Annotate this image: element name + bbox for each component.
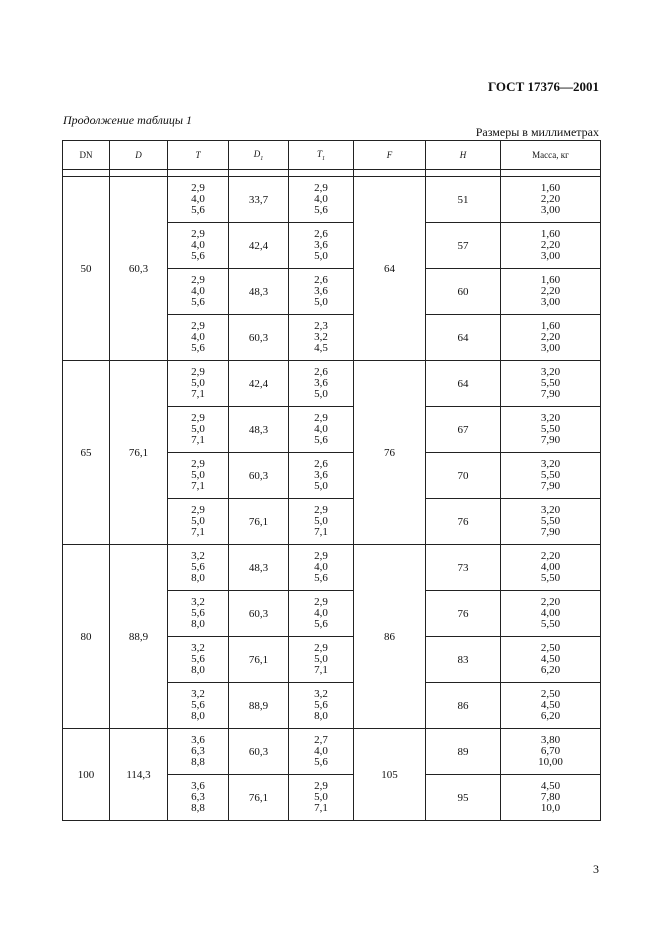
- d1-cell: 88,9: [229, 683, 289, 729]
- column-header: T: [168, 141, 229, 170]
- mass-cell: 2,20 4,00 5,50: [501, 591, 601, 637]
- h-cell: 64: [426, 361, 501, 407]
- t-cell: 2,9 5,0 7,1: [168, 361, 229, 407]
- t1-cell: 2,7 4,0 5,6: [289, 729, 354, 775]
- column-header: Масса, кг: [501, 141, 601, 170]
- h-cell: 51: [426, 177, 501, 223]
- column-header: D: [110, 141, 168, 170]
- mass-cell: 3,20 5,50 7,90: [501, 499, 601, 545]
- t-cell: 2,9 4,0 5,6: [168, 177, 229, 223]
- f-cell: 105: [354, 729, 426, 821]
- mass-cell: 1,60 2,20 3,00: [501, 177, 601, 223]
- t-cell: 2,9 4,0 5,6: [168, 223, 229, 269]
- d-cell: 114,3: [110, 729, 168, 821]
- h-cell: 57: [426, 223, 501, 269]
- mass-cell: 4,50 7,80 10,0: [501, 775, 601, 821]
- d1-cell: 60,3: [229, 453, 289, 499]
- d-cell: 88,9: [110, 545, 168, 729]
- table-row: [63, 545, 601, 591]
- spacer-row: [63, 170, 601, 177]
- h-cell: 76: [426, 591, 501, 637]
- f-cell: 76: [354, 361, 426, 545]
- d1-cell: 76,1: [229, 775, 289, 821]
- h-cell: 70: [426, 453, 501, 499]
- d-cell: 76,1: [110, 361, 168, 545]
- t-cell: 3,6 6,3 8,8: [168, 775, 229, 821]
- mass-cell: 2,20 4,00 5,50: [501, 545, 601, 591]
- t-cell: 2,9 5,0 7,1: [168, 453, 229, 499]
- h-cell: 86: [426, 683, 501, 729]
- t1-cell: 2,6 3,6 5,0: [289, 223, 354, 269]
- h-cell: 95: [426, 775, 501, 821]
- column-header: F: [354, 141, 426, 170]
- page-number: 3: [593, 862, 599, 876]
- f-cell: 86: [354, 545, 426, 729]
- mass-cell: 2,50 4,50 6,20: [501, 637, 601, 683]
- d1-cell: 42,4: [229, 223, 289, 269]
- t-cell: 3,2 5,6 8,0: [168, 591, 229, 637]
- h-cell: 73: [426, 545, 501, 591]
- t-cell: 2,9 5,0 7,1: [168, 407, 229, 453]
- column-header: H: [426, 141, 501, 170]
- h-cell: 76: [426, 499, 501, 545]
- standard-code: ГОСТ 17376—2001: [487, 79, 599, 94]
- d1-cell: 33,7: [229, 177, 289, 223]
- t1-cell: 2,9 5,0 7,1: [289, 499, 354, 545]
- mass-cell: 3,80 6,70 10,00: [501, 729, 601, 775]
- t1-cell: 2,6 3,6 5,0: [289, 361, 354, 407]
- h-cell: 64: [426, 315, 501, 361]
- t1-cell: 2,9 5,0 7,1: [289, 637, 354, 683]
- t-cell: 2,9 4,0 5,6: [168, 315, 229, 361]
- t1-cell: 2,9 4,0 5,6: [289, 407, 354, 453]
- dn-cell: 50: [63, 177, 110, 361]
- table-row: [63, 729, 601, 775]
- h-cell: 89: [426, 729, 501, 775]
- t1-cell: 3,2 5,6 8,0: [289, 683, 354, 729]
- t1-cell: 2,9 4,0 5,6: [289, 177, 354, 223]
- t-cell: 3,2 5,6 8,0: [168, 545, 229, 591]
- t-cell: 3,2 5,6 8,0: [168, 683, 229, 729]
- d1-cell: 60,3: [229, 591, 289, 637]
- d1-cell: 76,1: [229, 637, 289, 683]
- column-header: $D_1$: [229, 141, 289, 170]
- table-continuation-label: Продолжение таблицы 1: [63, 113, 193, 127]
- h-cell: 83: [426, 637, 501, 683]
- d1-cell: 60,3: [229, 315, 289, 361]
- d1-cell: 48,3: [229, 269, 289, 315]
- d-cell: 60,3: [110, 177, 168, 361]
- h-cell: 67: [426, 407, 501, 453]
- table-row: [63, 361, 601, 407]
- t-cell: 3,6 6,3 8,8: [168, 729, 229, 775]
- mass-cell: 1,60 2,20 3,00: [501, 269, 601, 315]
- t1-cell: 2,6 3,6 5,0: [289, 269, 354, 315]
- mass-cell: 3,20 5,50 7,90: [501, 453, 601, 499]
- mass-cell: 2,50 4,50 6,20: [501, 683, 601, 729]
- d1-cell: 60,3: [229, 729, 289, 775]
- f-cell: 64: [354, 177, 426, 361]
- mass-cell: 1,60 2,20 3,00: [501, 223, 601, 269]
- t1-cell: 2,9 4,0 5,6: [289, 591, 354, 637]
- d1-cell: 48,3: [229, 407, 289, 453]
- t1-cell: 2,6 3,6 5,0: [289, 453, 354, 499]
- mass-cell: 1,60 2,20 3,00: [501, 315, 601, 361]
- table-body: [63, 170, 601, 821]
- t1-cell: 2,3 3,2 4,5: [289, 315, 354, 361]
- dn-cell: 80: [63, 545, 110, 729]
- dn-cell: 100: [63, 729, 110, 821]
- d1-cell: 42,4: [229, 361, 289, 407]
- column-header: DN: [63, 141, 110, 170]
- dimensions-table: [62, 140, 601, 821]
- mass-cell: 3,20 5,50 7,90: [501, 407, 601, 453]
- units-note: Размеры в миллиметрах: [475, 125, 599, 139]
- header-row: [63, 141, 601, 170]
- t-cell: 2,9 5,0 7,1: [168, 499, 229, 545]
- column-header: $T_1$: [289, 141, 354, 170]
- d1-cell: 76,1: [229, 499, 289, 545]
- h-cell: 60: [426, 269, 501, 315]
- d1-cell: 48,3: [229, 545, 289, 591]
- mass-cell: 3,20 5,50 7,90: [501, 361, 601, 407]
- t1-cell: 2,9 4,0 5,6: [289, 545, 354, 591]
- t1-cell: 2,9 5,0 7,1: [289, 775, 354, 821]
- dn-cell: 65: [63, 361, 110, 545]
- t-cell: 2,9 4,0 5,6: [168, 269, 229, 315]
- table-row: [63, 177, 601, 223]
- t-cell: 3,2 5,6 8,0: [168, 637, 229, 683]
